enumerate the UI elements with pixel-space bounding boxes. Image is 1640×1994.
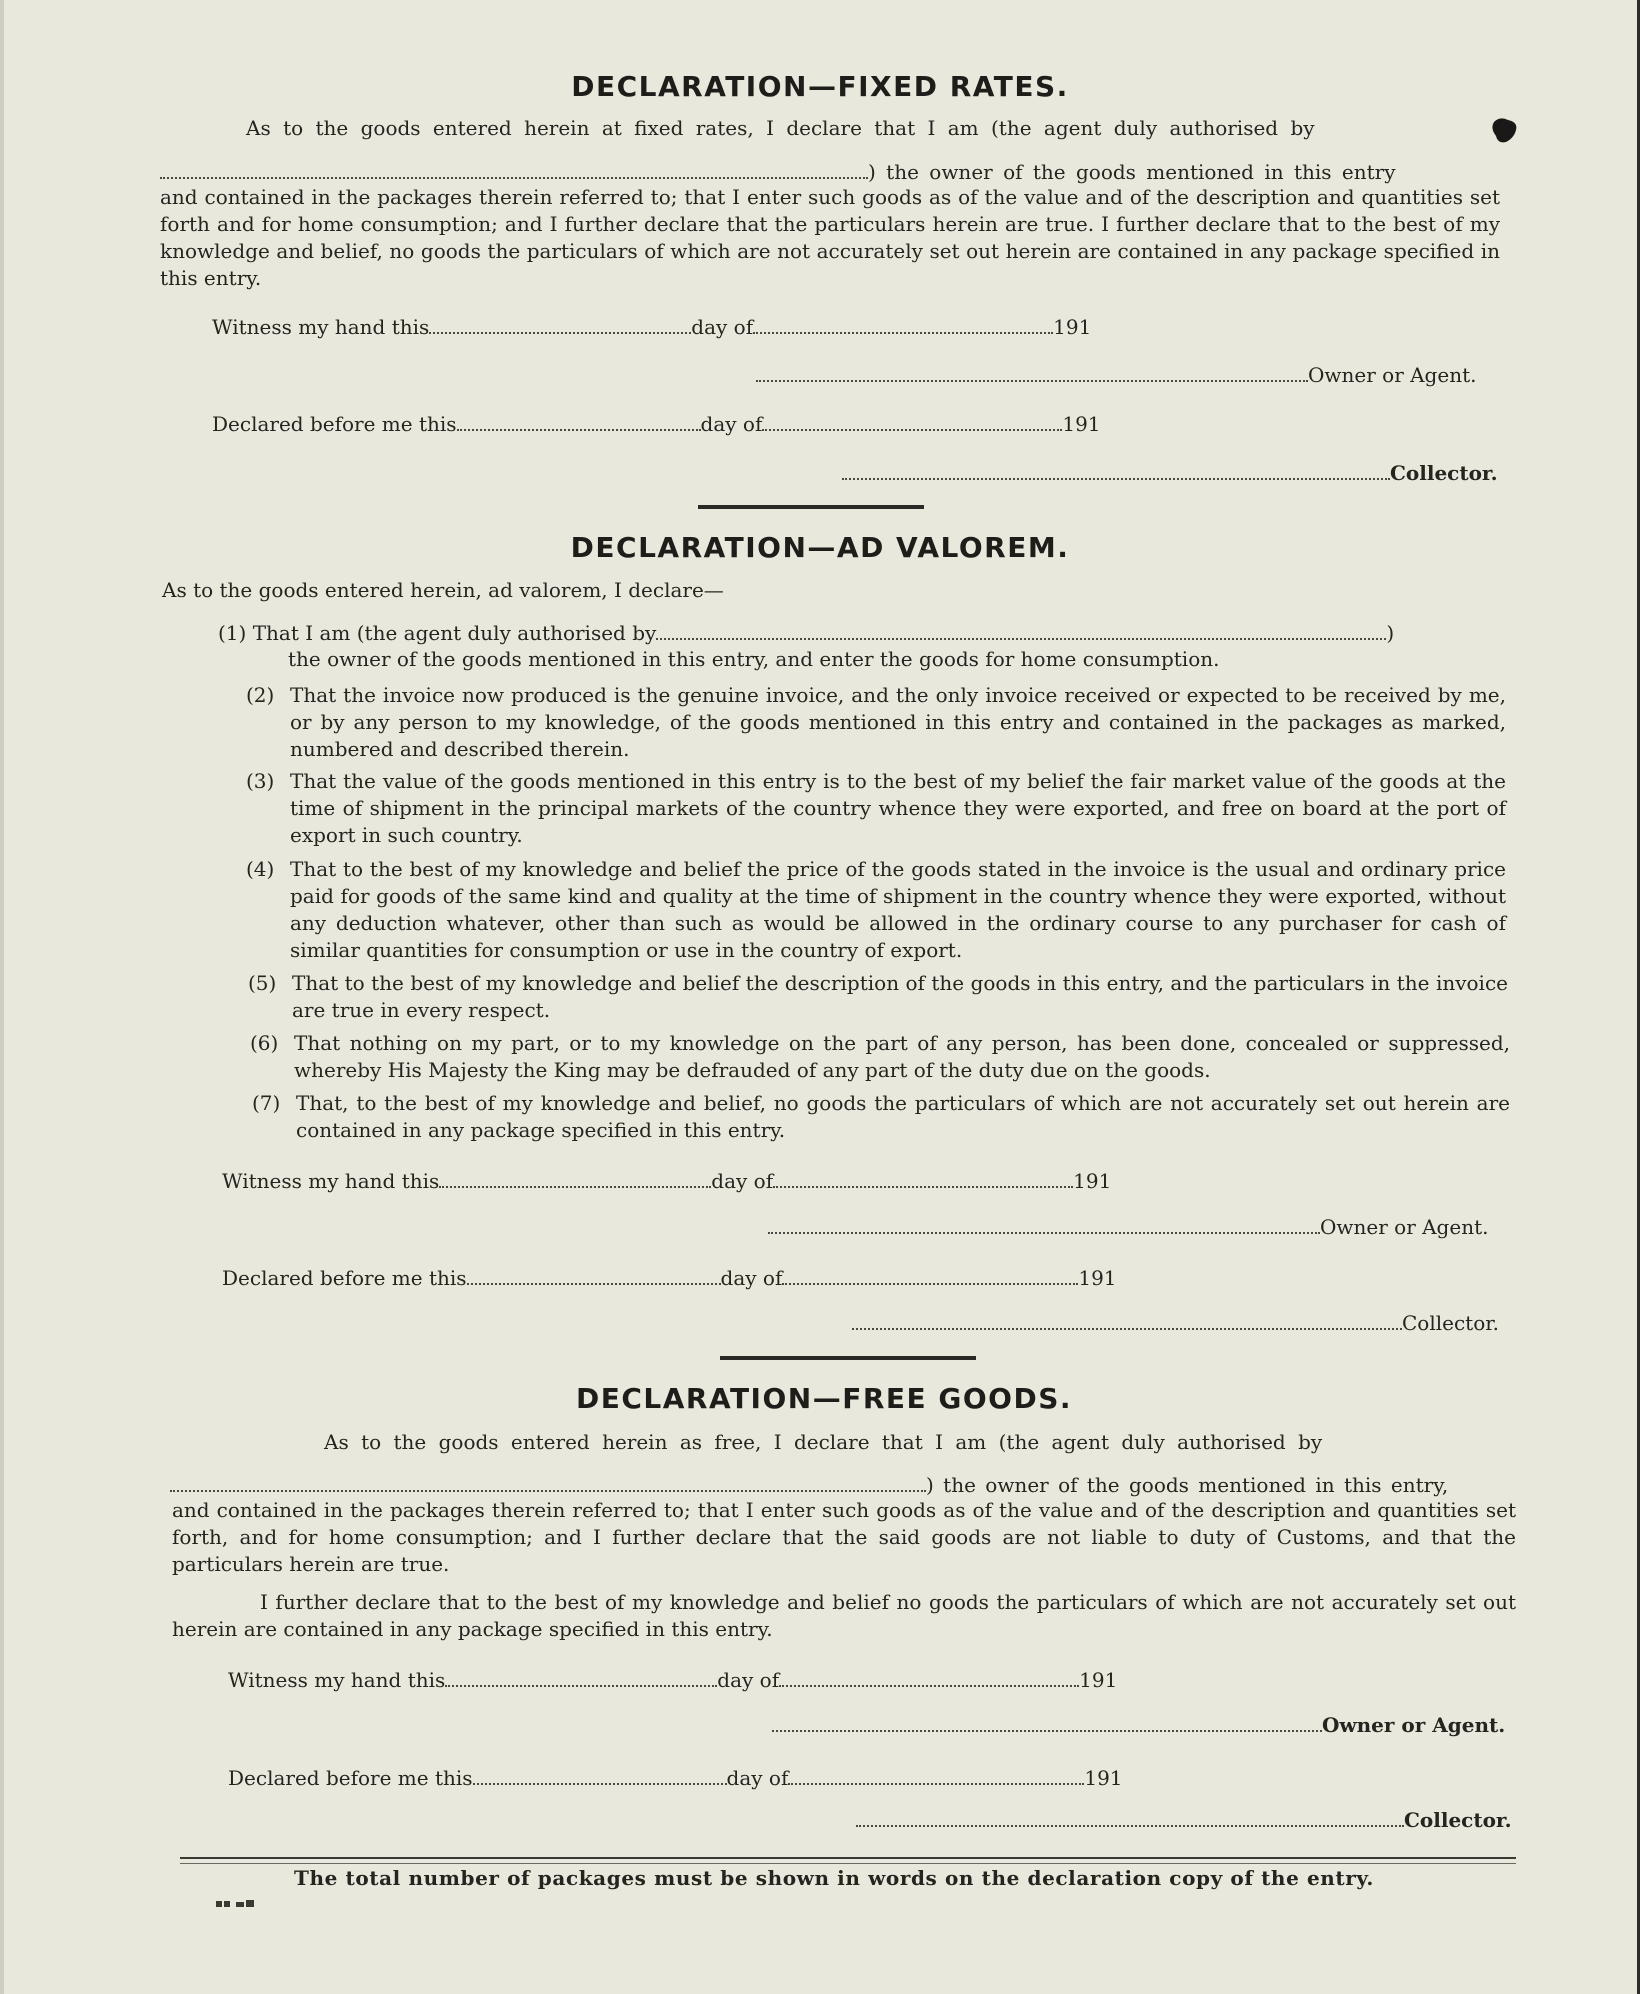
free-collector-row [856, 1808, 1512, 1832]
free-intro-paragraph: and contained in the packages therein referred to; that I enter such goods as of the value and of the description and quantities set forth, and for home consumption; and I further declare that the said goods are not liable to duty of Customs, and that the particulars herein are true. [172, 1498, 1516, 1576]
ad-valorem-item-1 [218, 621, 1394, 645]
ad-valorem-intro: As to the goods entered herein, ad valorem, I declare— [162, 578, 724, 602]
free-owner-row [772, 1713, 1505, 1737]
free-witness-row [228, 1668, 1117, 1692]
ad-valorem-item-5 [248, 970, 1508, 1024]
fixed-owner-row [756, 363, 1476, 387]
footer-note: The total number of packages must be shown in words on the declaration copy of the entry. [294, 1866, 1374, 1890]
fixed-intro-line2: ) the owner of the goods mentioned in this entry [868, 160, 1396, 184]
adval-declared-month-blank[interactable] [782, 1267, 1078, 1285]
free-witness-year: 191 [1079, 1668, 1118, 1692]
item-7-text: That, to the best of my knowledge and belief, no goods the particulars of which are not accurately set out herein are contained in any package specified in this entry. [296, 1091, 1510, 1142]
adval-owner-signature-blank[interactable] [768, 1216, 1320, 1234]
free-owner-signature-blank[interactable] [772, 1714, 1322, 1732]
free-intro-line1: As to the goods entered herein as free, I declare that I am (the agent duly authorised by [324, 1430, 1323, 1454]
fixed-owner-label: Owner or Agent. [1308, 363, 1477, 387]
fixed-declared-day-blank[interactable] [457, 413, 701, 431]
adval-witness-row [222, 1169, 1111, 1193]
adval-collector-signature-blank[interactable] [852, 1312, 1402, 1330]
fixed-collector-label: Collector. [1390, 461, 1498, 485]
fixed-witness-row [212, 315, 1091, 339]
item-3-number: (3) [246, 769, 275, 793]
ad-valorem-item-3 [246, 768, 1506, 849]
footer-rule [180, 1857, 1516, 1859]
free-further-paragraph: I further declare that to the best of my knowledge and belief no goods the particulars of which are not accurately set out herein are contained in any package specified in this entry. [172, 1590, 1516, 1641]
adval-declared-label: Declared before me this [222, 1266, 467, 1290]
item-3-text: That the value of the goods mentioned in this entry is to the best of my belief the fair market value of the goods at the time of shipment in the principal markets of the country whence they were exported, and free on board at the port of export in such country. [290, 769, 1506, 847]
free-witness-label: Witness my hand this [228, 1668, 446, 1692]
adval-witness-label: Witness my hand this [222, 1169, 440, 1193]
fixed-collector-signature-blank[interactable] [842, 462, 1390, 480]
item-7-number: (7) [252, 1091, 281, 1115]
fixed-declared-row [212, 412, 1101, 436]
section-divider [698, 505, 924, 509]
adval-witness-month-blank[interactable] [773, 1170, 1073, 1188]
section-divider [720, 1356, 976, 1360]
adval-collector-row [852, 1311, 1499, 1335]
free-declared-day-of: day of [726, 1766, 789, 1790]
item-4-text: That to the best of my knowledge and belief the price of the goods stated in the invoice is the usual and ordinary price paid for goods of the same kind and quality at the time of shipment in the country whence they were exported, without any deduction whatever, other than such as would be allowed in the ordinary course to any purchaser for cash of similar quantities for consumption or use in the country of export. [290, 857, 1506, 962]
ad-valorem-item-2 [246, 682, 1506, 763]
item-1-number: (1) [218, 621, 247, 645]
free-intro-line2: ) the owner of the goods mentioned in this entry, [926, 1473, 1449, 1497]
free-declared-row [228, 1766, 1123, 1790]
item-4-number: (4) [246, 857, 275, 881]
free-witness-day-of: day of [717, 1668, 780, 1692]
adval-owner-row [768, 1215, 1488, 1239]
free-declared-day-blank[interactable] [473, 1767, 727, 1785]
free-goods-heading: DECLARATION—FREE GOODS. [575, 1382, 1073, 1415]
ad-valorem-item-7 [252, 1090, 1510, 1144]
free-collector-label: Collector. [1404, 1808, 1512, 1832]
item-6-number: (6) [250, 1031, 279, 1055]
fixed-intro-line2-row [160, 160, 1396, 184]
fixed-witness-label: Witness my hand this [212, 315, 430, 339]
adval-witness-day-of: day of [711, 1169, 774, 1193]
free-declared-label: Declared before me this [228, 1766, 473, 1790]
free-authorising-party-blank[interactable] [170, 1474, 926, 1492]
adval-owner-label: Owner or Agent. [1320, 1215, 1489, 1239]
item-6-text: That nothing on my part, or to my knowledge on the part of any person, has been done, concealed or suppressed, whereby His Majesty the King may be defrauded of any part of the duty due on the goods. [294, 1031, 1510, 1082]
fixed-witness-year: 191 [1053, 315, 1092, 339]
item-1-text-b: ) [1386, 621, 1395, 645]
free-intro-line2-row [170, 1473, 1448, 1497]
item-5-text: That to the best of my knowledge and belief the description of the goods in this entry, and the particulars in the invoice are true in every respect. [292, 971, 1508, 1022]
ad-valorem-item-4 [246, 856, 1506, 964]
item-2-text: That the invoice now produced is the genuine invoice, and the only invoice received or expected to be received by me, or by any person to my knowledge, of the goods mentioned in this entry and contained in the packages as marked, numbered and described therein. [290, 683, 1506, 761]
item-1-text-c: the owner of the goods mentioned in this entry, and enter the goods for home consumption. [288, 647, 1220, 671]
fixed-declared-year: 191 [1062, 412, 1101, 436]
free-declared-month-blank[interactable] [788, 1767, 1084, 1785]
adval-collector-label: Collector. [1402, 1311, 1499, 1335]
ad-valorem-heading: DECLARATION—AD VALOREM. [570, 531, 1070, 564]
fixed-declared-label: Declared before me this [212, 412, 457, 436]
fixed-intro-paragraph: and contained in the packages therein referred to; that I enter such goods as of the value and of the description and quantities set forth and for home consumption; and I further declare that the particulars herein are true. I further declare that to the best of my knowledge and belief, no goods the particulars of which are not accurately set out herein are contained in any package specified in this entry. [160, 185, 1500, 290]
item-2-number: (2) [246, 683, 275, 707]
free-declared-year: 191 [1084, 1766, 1123, 1790]
page-edge [0, 0, 4, 1994]
item-1-authorising-blank[interactable] [656, 622, 1386, 640]
adval-declared-day-blank[interactable] [467, 1267, 721, 1285]
adval-declared-day-of: day of [720, 1266, 783, 1290]
ink-blot-icon [1490, 116, 1520, 146]
fixed-declared-month-blank[interactable] [762, 413, 1062, 431]
fixed-rates-heading: DECLARATION—FIXED RATES. [571, 70, 1069, 103]
authorising-party-blank[interactable] [160, 161, 868, 179]
ad-valorem-item-6 [250, 1030, 1510, 1084]
free-witness-month-blank[interactable] [779, 1669, 1079, 1687]
adval-witness-day-blank[interactable] [439, 1170, 711, 1188]
fixed-witness-day-of: day of [691, 315, 754, 339]
free-collector-signature-blank[interactable] [856, 1809, 1404, 1827]
footer-rule-secondary [180, 1863, 1516, 1864]
item-1-text-a: That I am (the agent duly authorised by [252, 621, 657, 645]
adval-declared-row [222, 1266, 1117, 1290]
adval-witness-year: 191 [1073, 1169, 1112, 1193]
fixed-witness-day-blank[interactable] [429, 316, 691, 334]
item-5-number: (5) [248, 971, 277, 995]
fixed-owner-signature-blank[interactable] [756, 364, 1308, 382]
printer-mark-icon [216, 1898, 258, 1910]
free-owner-label: Owner or Agent. [1322, 1713, 1506, 1737]
adval-declared-year: 191 [1078, 1266, 1117, 1290]
fixed-intro-line1: As to the goods entered herein at fixed rates, I declare that I am (the agent duly authorised by [246, 116, 1315, 140]
fixed-collector-row [842, 461, 1498, 485]
free-witness-day-blank[interactable] [445, 1669, 717, 1687]
fixed-witness-month-blank[interactable] [753, 316, 1053, 334]
fixed-declared-day-of: day of [700, 412, 763, 436]
